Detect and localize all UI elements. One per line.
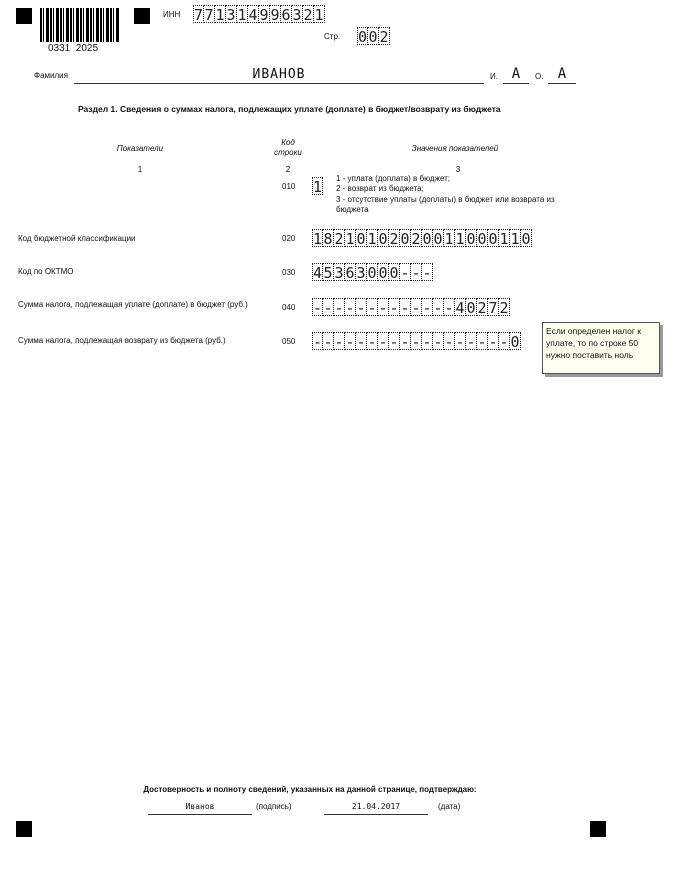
corner-marker-top-mid (134, 8, 150, 24)
col-indicators: Показатели (116, 144, 164, 153)
row-040-cell: - (367, 299, 377, 317)
row-050-cell: - (400, 333, 410, 351)
row-030-cell: - (411, 264, 421, 282)
row-020-label: Код бюджетной классификации (18, 234, 136, 243)
initial-i-line (503, 83, 529, 84)
row-020-cell: 0 (378, 230, 388, 248)
inn-label: ИНН (163, 10, 181, 19)
row-020-code: 020 (282, 234, 296, 243)
col-num-2: 2 (285, 165, 291, 174)
inn-cell: 3 (226, 6, 236, 24)
row-020-cell: 1 (367, 230, 377, 248)
row-040-cell: - (345, 299, 355, 317)
row-020-cell: 0 (477, 230, 487, 248)
row-050-cells (312, 332, 521, 350)
row-040-cell: - (334, 299, 344, 317)
row-010-option-1: 1 - уплата (доплата) в бюджет; (336, 174, 451, 183)
col-values: Значения показателей (411, 144, 499, 153)
row-030-cells (312, 263, 433, 281)
row-040-cell: - (389, 299, 399, 317)
signature-line (148, 814, 252, 815)
row-040-cells (312, 298, 510, 316)
row-030-label: Код по ОКТМО (18, 267, 74, 276)
date-line (324, 814, 428, 815)
corner-marker-top-left (16, 8, 32, 24)
row-020-cell: 2 (389, 230, 399, 248)
inn-cell: 9 (270, 6, 280, 24)
row-020-cell: 1 (444, 230, 454, 248)
row-030-cell: 0 (367, 264, 377, 282)
row-020-cell: 0 (466, 230, 476, 248)
inn-cells (193, 5, 325, 23)
row-020-cell: 2 (334, 230, 344, 248)
row-040-code: 040 (282, 303, 296, 312)
row-050-cell: - (422, 333, 432, 351)
row-020-cell: 0 (356, 230, 366, 248)
row-040-cell: - (433, 299, 443, 317)
row-030-cell: 4 (313, 264, 323, 282)
inn-cell: 1 (237, 6, 247, 24)
row-030-cell: 0 (389, 264, 399, 282)
row-020-cell: 1 (345, 230, 355, 248)
page-cell: 0 (358, 28, 368, 46)
row-040-label: Сумма налога, подлежащая уплате (доплате) в бюджет (руб.) (18, 300, 248, 309)
date-label: (дата) (438, 802, 461, 811)
row-010-option-2: 2 - возврат из бюджета; (336, 184, 424, 193)
row-030-code: 030 (282, 268, 296, 277)
surname-label: Фамилия (34, 71, 68, 80)
row-050-code: 050 (282, 337, 296, 346)
row-050-cell: - (444, 333, 454, 351)
row-040-cell: 2 (499, 299, 509, 317)
row-020-cell: 1 (499, 230, 509, 248)
row-020-cell: 0 (433, 230, 443, 248)
initial-i-value: А (511, 66, 521, 82)
row-050-cell: - (356, 333, 366, 351)
page-cell: 0 (368, 28, 378, 46)
section-title: Раздел 1. Сведения о суммах налога, подлежащих уплате (доплате) в бюджет/возврату из бюджета (78, 104, 501, 114)
inn-cell: 1 (215, 6, 225, 24)
inn-cell: 6 (281, 6, 291, 24)
row-020-cell: 1 (455, 230, 465, 248)
row-050-cell: - (455, 333, 465, 351)
row-010-cells (312, 177, 323, 195)
initial-o-line (548, 83, 576, 84)
surname-value: ИВАНОВ (252, 67, 306, 82)
initial-i-label: И. (490, 72, 498, 81)
page-label: Стр. (324, 32, 341, 41)
row-050-cell: - (389, 333, 399, 351)
row-020-cell: 2 (411, 230, 421, 248)
footer-confirm-text: Достоверность и полноту сведений, указанных на данной странице, подтверждаю: (143, 785, 477, 794)
barcode-text: 0331 2025 (48, 43, 99, 54)
note-callout: Если определен налог к уплате, то по строке 50 нужно поставить ноль (542, 322, 660, 374)
inn-cell: 9 (259, 6, 269, 24)
row-040-cell: - (422, 299, 432, 317)
initial-o-label: О. (535, 72, 544, 81)
page-cells (357, 27, 390, 45)
corner-marker-bottom-left (16, 821, 32, 837)
row-050-cell: - (367, 333, 377, 351)
row-010-option-3: 3 - отсутствие уплаты (доплаты) в бюджет или возврата из бюджета (336, 195, 555, 214)
row-010-code: 010 (282, 182, 296, 191)
row-040-cell: 2 (477, 299, 487, 317)
row-050-cell: - (433, 333, 443, 351)
row-050-cell: - (411, 333, 421, 351)
row-040-cell: - (313, 299, 323, 317)
row-050-label: Сумма налога, подлежащая возврату из бюджета (руб.) (18, 336, 226, 345)
row-020-cell: 0 (422, 230, 432, 248)
row-020-cell: 1 (510, 230, 520, 248)
surname-line (74, 83, 484, 84)
row-040-cell: 0 (466, 299, 476, 317)
row-040-cell: - (400, 299, 410, 317)
row-030-cell: - (422, 264, 432, 282)
inn-cell: 7 (204, 6, 214, 24)
row-020-cell: 8 (323, 230, 333, 248)
row-030-cell: 6 (345, 264, 355, 282)
row-040-cell: 7 (488, 299, 498, 317)
corner-marker-bottom-right (590, 821, 606, 837)
col-num-3: 3 (455, 165, 461, 174)
row-020-cells (312, 229, 532, 247)
row-050-cell: - (345, 333, 355, 351)
row-040-cell: 4 (455, 299, 465, 317)
row-030-cell: - (400, 264, 410, 282)
row-050-cell: - (334, 333, 344, 351)
row-030-cell: 0 (378, 264, 388, 282)
row-030-cell: 3 (334, 264, 344, 282)
row-020-cell: 0 (400, 230, 410, 248)
col-code: Код строки (274, 138, 302, 157)
inn-cell: 1 (314, 6, 324, 24)
row-050-cell: - (313, 333, 323, 351)
initial-o-value: А (557, 66, 567, 82)
row-030-cell: 5 (323, 264, 333, 282)
inn-cell: 2 (303, 6, 313, 24)
row-050-cell: - (477, 333, 487, 351)
row-030-cell: 3 (356, 264, 366, 282)
col-num-1: 1 (137, 165, 143, 174)
row-050-cell: - (488, 333, 498, 351)
date-value: 21.04.2017 (351, 802, 401, 811)
row-040-cell: - (411, 299, 421, 317)
row-010-cell: 1 (313, 178, 323, 196)
row-050-cell: - (466, 333, 476, 351)
row-020-cell: 0 (521, 230, 531, 248)
row-050-cell: - (323, 333, 333, 351)
signature-value: Иванов (185, 802, 215, 811)
inn-cell: 7 (194, 6, 204, 24)
row-040-cell: - (378, 299, 388, 317)
inn-cell: 4 (248, 6, 258, 24)
row-020-cell: 1 (313, 230, 323, 248)
page-cell: 2 (379, 28, 389, 46)
signature-label: (подпись) (256, 802, 292, 811)
row-040-cell: - (444, 299, 454, 317)
inn-cell: 3 (292, 6, 302, 24)
row-050-cell: - (499, 333, 509, 351)
row-040-cell: - (323, 299, 333, 317)
row-050-cell: 0 (510, 333, 520, 351)
row-020-cell: 0 (488, 230, 498, 248)
row-040-cell: - (356, 299, 366, 317)
barcode (40, 8, 120, 42)
row-050-cell: - (378, 333, 388, 351)
